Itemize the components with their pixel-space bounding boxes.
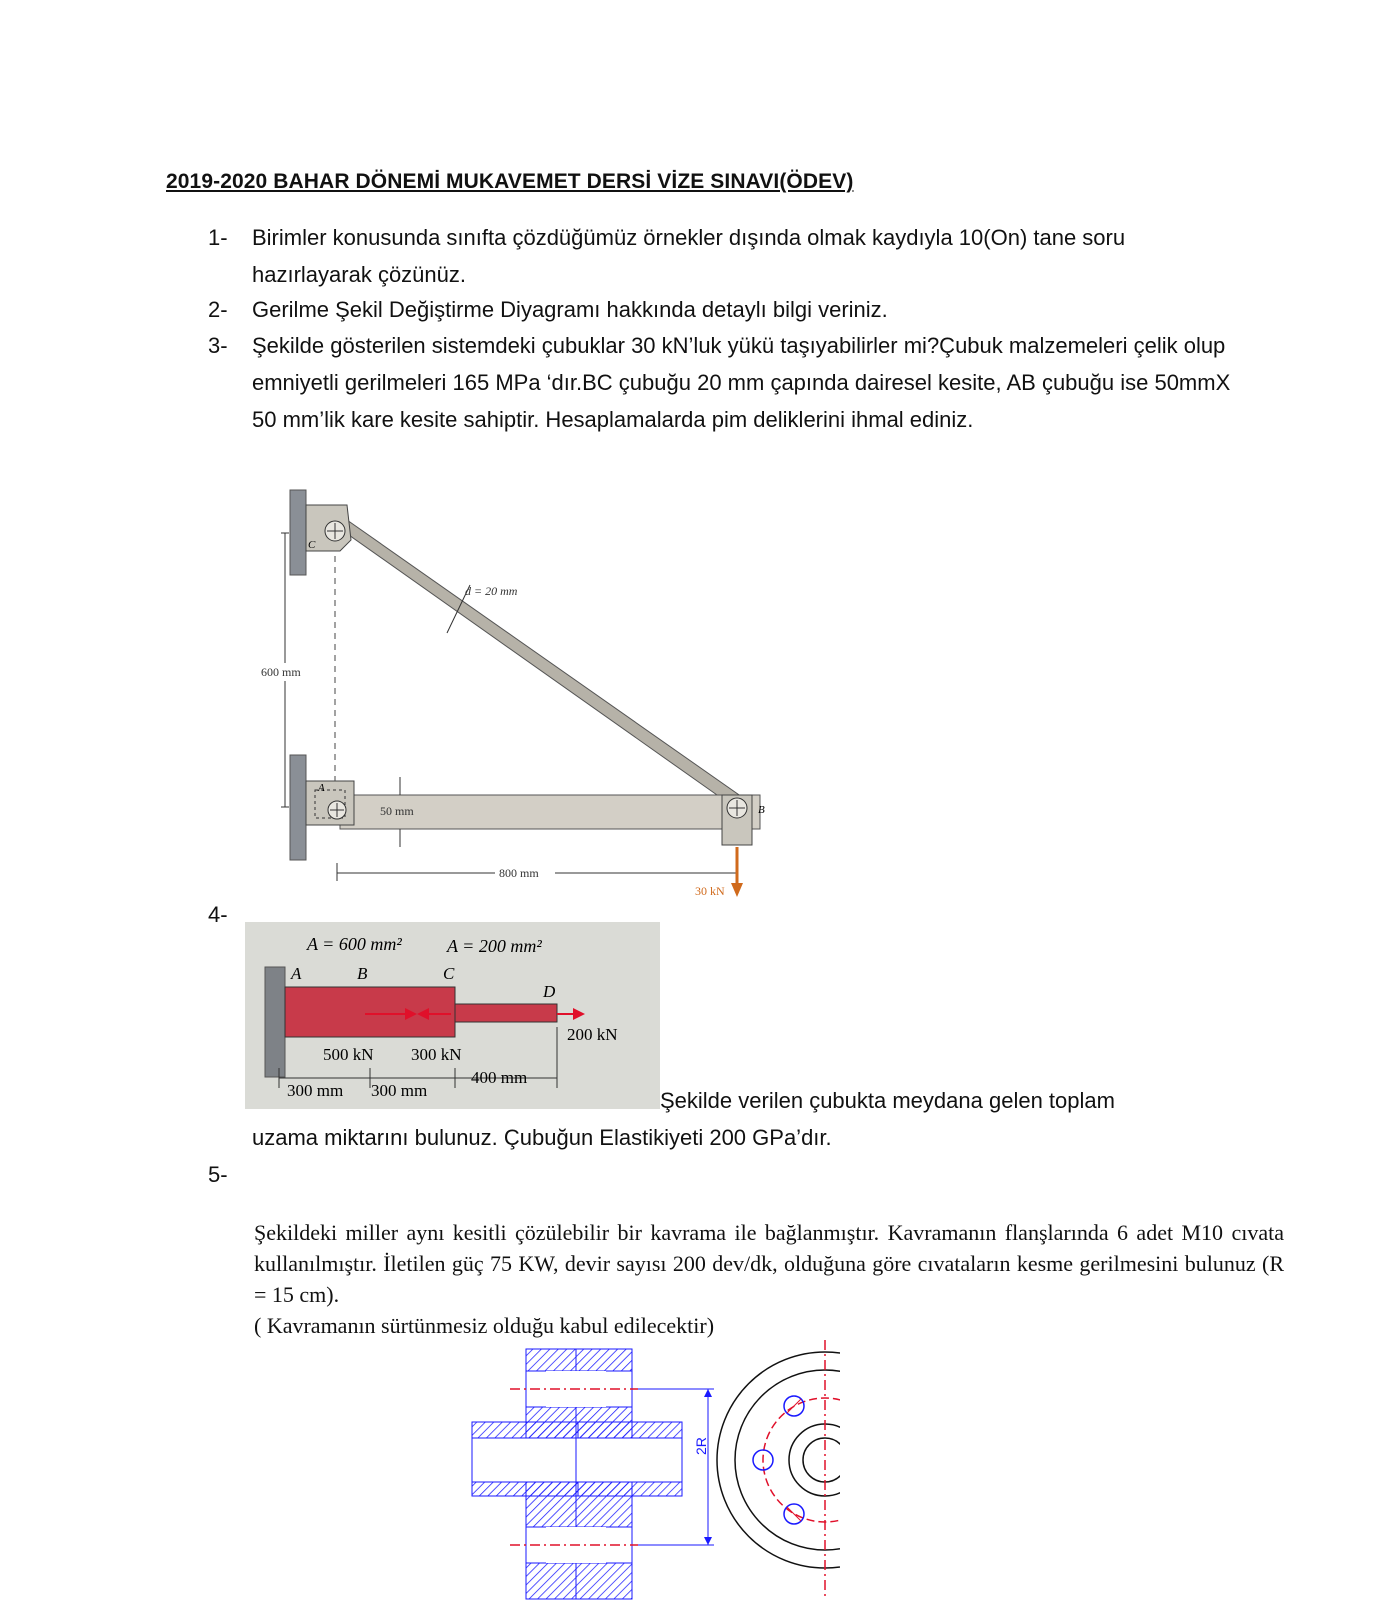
question-text: Şekilde gösterilen sistemdeki çubuklar 30 kN’luk yükü taşıyabilirler mi?Çubuk malzemeleri çelik olup emniyetli gerilmeleri 165 MPa ‘dır.BC çubuğu 20 mm çapında dairesel kesite, AB çubuğu ise 50mmX 50 mm’lik kare kesite sahiptir. Hesaplamalarda pim deliklerini ihmal ediniz. [252, 333, 1231, 432]
question-4-text-line2 [252, 1119, 832, 1156]
label-a: A [291, 964, 302, 983]
question-number: 2- [208, 297, 228, 322]
question-text: Gerilme Şekil Değiştirme Diyagramı hakkında detaylı bilgi veriniz. [252, 297, 888, 322]
force-label-3: 200 kN [567, 1025, 618, 1044]
two-r-label: 2R [693, 1437, 709, 1455]
label-a: A [318, 782, 325, 794]
rod-diameter-label: d = 20 mm [465, 584, 518, 598]
label-c: C [308, 539, 316, 551]
question-4-text-line1 [660, 1082, 1115, 1119]
area-label-1: A = 600 mm² [307, 934, 402, 954]
label-c: C [443, 964, 455, 983]
question-text: Birimler konusunda sınıfta çözdüğümüz örnekler dışında olmak kaydıyla 10(On) tane soru hazırlayarak çözünüz. [252, 225, 1126, 287]
figure-coupling [470, 1335, 840, 1600]
length-label-3: 400 mm [471, 1068, 528, 1087]
height-dimension-label: 600 mm [261, 665, 301, 679]
question-text: Şekilde verilen çubukta meydana gelen toplam [660, 1088, 1115, 1113]
page-title: 2019-2020 BAHAR DÖNEMİ MUKAVEMET DERSİ VİZE SINAVI(ÖDEV) [166, 170, 854, 193]
length-label-1: 300 mm [287, 1081, 344, 1100]
length-label-2: 300 mm [371, 1081, 428, 1100]
question-number: 5- [208, 1162, 228, 1187]
question-5-text [254, 1217, 1284, 1341]
area-label-2: A = 200 mm² [447, 936, 542, 956]
label-d: D [543, 982, 556, 1001]
length-label: 800 mm [499, 866, 539, 880]
load-label: 30 kN [695, 884, 725, 898]
question-number: 3- [208, 333, 228, 358]
question-number: 4- [208, 902, 228, 927]
figure-bracket [255, 485, 795, 910]
force-label-1: 500 kN [323, 1045, 374, 1064]
question-text: uzama miktarını bulunuz. Çubuğun Elastikiyeti 200 GPa’dır. [252, 1125, 832, 1150]
question-text: Şekildeki miller aynı kesitli çözülebilir bir kavrama ile bağlanmıştır. Kavramanın flanşlarında 6 adet M10 cıvata kullanılmıştır. İletilen güç 75 KW, devir sayısı 200 dev/dk, olduğuna göre cıvataların kesme gerilmesini bulunuz (R = 15 cm). [254, 1220, 1284, 1307]
label-b: B [758, 804, 765, 816]
figure-stepped-bar [245, 922, 660, 1109]
force-label-2: 300 kN [411, 1045, 462, 1064]
label-b: B [357, 964, 368, 983]
question-note: ( Kavramanın sürtünmesiz olduğu kabul edilecektir) [254, 1313, 715, 1338]
question-number: 1- [208, 225, 228, 250]
thickness-label: 50 mm [380, 804, 414, 818]
